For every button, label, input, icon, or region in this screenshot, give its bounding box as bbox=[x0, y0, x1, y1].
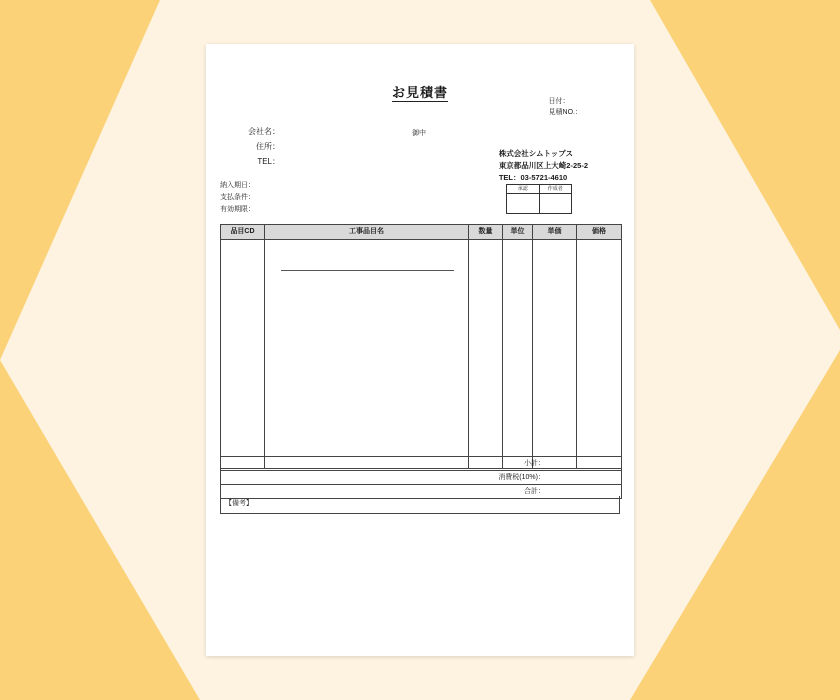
items-column-item-name bbox=[265, 240, 469, 468]
subtotal-label: 小計： bbox=[524, 460, 545, 467]
items-column-unit-price bbox=[533, 240, 577, 468]
items-column-item-code bbox=[221, 240, 265, 468]
validity-label: 有効期限： bbox=[220, 206, 255, 213]
items-table bbox=[220, 224, 622, 469]
column-header-unit-price: 単価 bbox=[533, 225, 577, 239]
tax-row bbox=[221, 470, 621, 484]
terms-fields bbox=[220, 180, 280, 216]
sender-tel: TEL：03-5721-4610 bbox=[498, 173, 568, 182]
column-header-quantity: 数量 bbox=[469, 225, 503, 239]
recipient-tel-label: TEL： bbox=[257, 157, 280, 166]
document-title-text: お見積書 bbox=[391, 85, 448, 100]
column-header-amount: 価格 bbox=[592, 228, 606, 235]
column-header-item-code: 品目CD bbox=[221, 225, 265, 239]
sender-address: 東京都品川区上大崎2-25-2 bbox=[498, 161, 588, 170]
document-meta bbox=[549, 96, 582, 118]
decorative-ribbon-right-top bbox=[650, 0, 840, 330]
stamp-cell-approver bbox=[507, 185, 540, 213]
decorative-ribbon-left-top bbox=[0, 0, 160, 360]
stamp-cell-creator bbox=[540, 185, 572, 213]
payment-terms-label: 支払条件： bbox=[220, 194, 255, 201]
subtotal-row bbox=[221, 456, 621, 470]
remarks-label: 【備考】 bbox=[225, 500, 253, 507]
stamp-cell-approver-label: 承認 bbox=[507, 185, 539, 194]
recipient-company-label: 会社名： bbox=[248, 127, 280, 136]
approval-stamp-box bbox=[506, 184, 572, 214]
items-column-amount bbox=[577, 240, 621, 468]
recipient-labels bbox=[222, 124, 280, 169]
recipient-address-label: 住所： bbox=[256, 142, 280, 151]
quotation-document bbox=[206, 44, 634, 656]
remarks-box bbox=[220, 496, 620, 514]
date-label: 日付： bbox=[548, 98, 570, 105]
items-table-body bbox=[221, 240, 621, 468]
items-table-header bbox=[221, 225, 621, 240]
totals-section bbox=[220, 456, 622, 499]
delivery-date-label: 納入期日： bbox=[220, 182, 255, 189]
stamp-cell-creator-label: 作成者 bbox=[540, 185, 572, 194]
sender-block bbox=[499, 148, 588, 184]
sender-name: 株式会社シムトップス bbox=[498, 149, 573, 158]
items-column-unit bbox=[503, 240, 533, 468]
quote-number-label: 見積NO.： bbox=[548, 109, 582, 116]
decorative-ribbon-left-bottom bbox=[0, 360, 200, 700]
decorative-ribbon-right-bottom bbox=[630, 350, 840, 700]
grandtotal-label: 合計： bbox=[524, 488, 545, 495]
items-column-quantity bbox=[469, 240, 503, 468]
column-header-unit: 単位 bbox=[503, 225, 533, 239]
recipient-honorific: 御中 bbox=[412, 130, 426, 137]
column-header-item-name: 工事品目名 bbox=[265, 225, 469, 239]
item-name-rule bbox=[281, 270, 454, 271]
tax-label: 消費税(10%)： bbox=[498, 474, 545, 481]
